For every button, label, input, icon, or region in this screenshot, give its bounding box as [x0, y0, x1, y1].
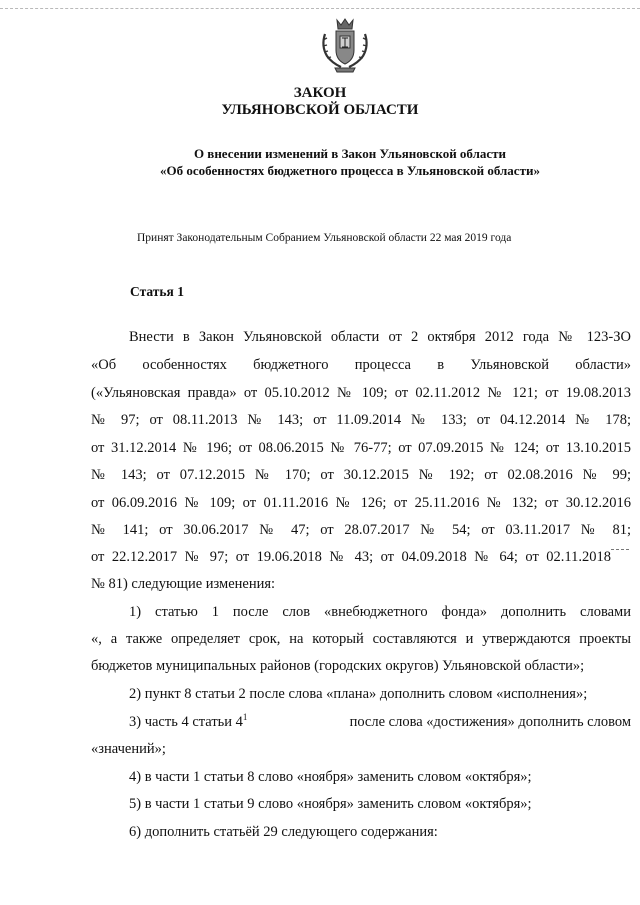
intro-line: № 141; от 30.06.2017 № 47; от 28.07.2017 № 54; от 03.11.2017 № 81;	[91, 522, 631, 538]
region-title: УЛЬЯНОВСКОЙ ОБЛАСТИ	[221, 102, 419, 118]
adoption-note: Принят Законодательным Собранием Ульяновской области 22 мая 2019 года	[137, 232, 512, 244]
intro-line: № 97; от 08.11.2013 № 143; от 11.09.2014 № 133; от 04.12.2014 № 178;	[91, 412, 631, 428]
scan-top-rule	[0, 8, 640, 9]
subtitle-line-1: О внесении изменений в Закон Ульяновской области	[193, 146, 507, 161]
item-6: 6) дополнить статьёй 29 следующего содержания:	[129, 824, 438, 840]
item-4: 4) в части 1 статьи 8 слово «ноября» заменить словом «октября»;	[129, 769, 532, 785]
superscript: 1	[242, 712, 248, 723]
intro-line: Внести в Закон Ульяновской области от 2 октября 2012 года № 123-ЗО	[129, 329, 631, 345]
intro-line: от 31.12.2014 № 196; от 08.06.2015 № 76-77; от 07.09.2015 № 124; от 13.10.2015	[91, 440, 631, 456]
item-1-line: бюджетов муниципальных районов (городских округов) Ульяновской области»;	[91, 658, 585, 674]
item-1-line: «, а также определяет срок, на который составляются и утверждаются проекты	[91, 631, 631, 647]
item-1-line: 1) статью 1 после слов «внебюджетного фонда» дополнить словами	[129, 604, 631, 620]
coat-of-arms-icon	[317, 16, 373, 74]
item-3-rest: после слова «достижения» дополнить словом	[349, 714, 631, 730]
law-title: ЗАКОН	[293, 85, 347, 101]
intro-line: от 06.09.2016 № 109; от 01.11.2016 № 126; от 25.11.2016 № 132; от 30.12.2016	[91, 495, 631, 511]
scan-mark	[611, 549, 629, 550]
intro-line: «Об особенностях бюджетного процесса в Ульяновской области»	[91, 357, 631, 373]
subtitle-line-2: «Об особенностях бюджетного процесса в Ульяновской области»	[160, 163, 540, 178]
article-heading: Статья 1	[130, 284, 184, 299]
intro-line: от 22.12.2017 № 97; от 19.06.2018 № 43; от 04.09.2018 № 64; от 02.11.2018	[91, 549, 611, 565]
intro-line: № 81) следующие изменения:	[91, 576, 276, 592]
item-3-line-1	[129, 713, 631, 731]
item-5: 5) в части 1 статьи 9 слово «ноября» заменить словом «октября»;	[129, 796, 532, 812]
item-2: 2) пункт 8 статьи 2 после слова «плана» дополнить словом «исполнения»;	[129, 686, 588, 702]
item-3-start: 3) часть 4 статьи $4^1$	[129, 712, 248, 730]
item-3-line-2: «значений»;	[91, 741, 166, 757]
intro-line: № 143; от 07.12.2015 № 170; от 30.12.2015 № 192; от 02.08.2016 № 99;	[91, 467, 631, 483]
intro-line: («Ульяновская правда» от 05.10.2012 № 109; от 02.11.2012 № 121; от 19.08.2013	[91, 385, 631, 401]
